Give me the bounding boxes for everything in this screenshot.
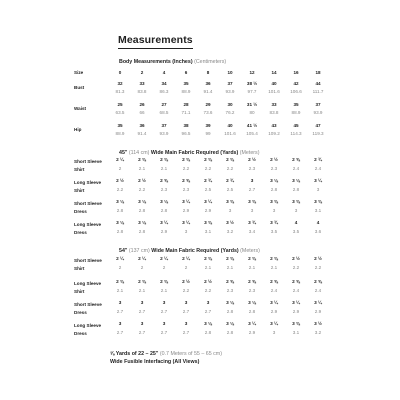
garment-label: Short Sleeve — [74, 258, 102, 263]
inches-cell: 44 — [315, 81, 321, 86]
garment-label: Short Sleeve — [74, 159, 102, 164]
yards-cell: 3 ¼ — [204, 199, 212, 204]
meters-cell: 2.9 — [182, 208, 190, 213]
inches-cell: 40 — [271, 81, 277, 86]
meters-cell: 2.4 — [314, 166, 322, 171]
meters-cell: 3.6 — [314, 229, 322, 234]
yards-cell: 3 ⅜ — [248, 199, 256, 204]
yards-cell: 3 — [140, 300, 144, 305]
yards-cell: 3 ⅛ — [270, 178, 278, 183]
yards-cell: 3 ⅛ — [248, 300, 256, 305]
yards-cell: 3 ⅛ — [226, 321, 234, 326]
size-cell: 4 — [162, 70, 166, 75]
cm-cell: 105.4 — [246, 131, 258, 136]
yards-cell: 3 ¼ — [270, 300, 278, 305]
yards-cell: 3 ¼ — [270, 321, 278, 326]
garment-label: Long Sleeve — [74, 180, 102, 185]
garment-label: Long Sleeve — [74, 323, 102, 328]
cm-cell: 109.2 — [268, 131, 280, 136]
inches-cell: 35 — [183, 81, 189, 86]
meters-cell: 2.9 — [314, 309, 322, 314]
meters-cell: 2.1 — [248, 265, 256, 270]
inches-cell: 36 — [139, 123, 145, 128]
fabric-54-width: 54" — [119, 248, 128, 254]
meters-cell: 2.7 — [204, 309, 212, 314]
yards-cell: 2 ⅜ — [248, 256, 256, 261]
garment-type-label: Shirt — [74, 266, 85, 271]
meters-cell: 2.1 — [138, 166, 146, 171]
inches-cell: 37 — [315, 102, 321, 107]
yards-cell: 3 — [162, 321, 166, 326]
meters-cell: 2.1 — [226, 265, 234, 270]
cm-cell: 97.7 — [247, 89, 257, 94]
yards-cell: 2 ⅝ — [314, 279, 322, 284]
inches-cell: 41 ½ — [246, 123, 258, 128]
meters-cell: 3 — [250, 208, 254, 213]
meters-cell: 2.2 — [116, 187, 124, 192]
garment-type-label: Shirt — [74, 289, 85, 294]
meters-cell: 3.2 — [226, 229, 234, 234]
inches-cell: 38 — [183, 123, 189, 128]
yards-cell: 2 ¾ — [226, 178, 234, 183]
meters-cell: 2.9 — [292, 309, 300, 314]
inches-cell: 42 — [293, 81, 299, 86]
meters-cell: 2.1 — [160, 166, 168, 171]
cm-cell: 68.5 — [159, 110, 169, 115]
fabric-45-unit: (Meters) — [239, 150, 260, 156]
cm-cell: 83.8 — [137, 89, 147, 94]
fabric-54-width-cm: (137 cm) — [128, 248, 150, 254]
yards-cell: 4 — [316, 220, 320, 225]
yards-cell: 3 ⅛ — [138, 199, 146, 204]
meters-cell: 2.8 — [160, 208, 168, 213]
cm-cell: 73.6 — [203, 110, 213, 115]
yards-cell: 2 ⅝ — [248, 279, 256, 284]
yards-cell: 2 ½ — [204, 279, 212, 284]
meters-cell: 2.8 — [292, 187, 300, 192]
garment-label: Short Sleeve — [74, 302, 102, 307]
inches-cell: 34 — [161, 81, 167, 86]
meters-cell: 2.9 — [204, 208, 212, 213]
cm-cell: 63.5 — [115, 110, 125, 115]
yards-cell: 2 ⅜ — [138, 279, 146, 284]
yards-cell: 2 ½ — [314, 256, 322, 261]
garment-type-label: Dress — [74, 209, 87, 214]
meters-cell: 2.1 — [160, 288, 168, 293]
yards-cell: 2 ⅜ — [160, 279, 168, 284]
yards-cell: 3 ⅜ — [226, 199, 234, 204]
yards-cell: 2 ⅝ — [292, 157, 300, 162]
meters-cell: 2.8 — [204, 330, 212, 335]
yards-cell: 2 ½ — [248, 157, 256, 162]
garment-type-label: Shirt — [74, 188, 85, 193]
inches-cell: 38 ½ — [246, 81, 258, 86]
yards-cell: 2 ¾ — [314, 157, 322, 162]
yards-cell: 2 ½ — [292, 256, 300, 261]
fabric-45-heading — [119, 150, 259, 156]
yards-cell: 2 ¼ — [116, 157, 124, 162]
meters-cell: 2.8 — [248, 309, 256, 314]
yards-cell: 3 — [140, 321, 144, 326]
meters-cell: 2.2 — [204, 288, 212, 293]
meters-cell: 2.7 — [138, 330, 146, 335]
yards-cell: 4 — [294, 220, 298, 225]
meters-cell: 2.8 — [116, 208, 124, 213]
yards-cell: 2 ½ — [116, 178, 124, 183]
meters-cell: 2.7 — [182, 330, 190, 335]
inches-cell: 26 — [139, 102, 145, 107]
inches-cell: 40 — [227, 123, 233, 128]
meters-cell: 3.1 — [314, 208, 322, 213]
size-cell: 6 — [184, 70, 188, 75]
garment-type-label: Dress — [74, 331, 87, 336]
meters-cell: 2.3 — [226, 288, 234, 293]
cm-cell: 91.4 — [203, 89, 213, 94]
yards-cell: 3 ¼ — [292, 300, 300, 305]
inches-cell: 37 — [227, 81, 233, 86]
meters-cell: 2.2 — [204, 166, 212, 171]
body-heading-bold: Body Measurements (Inches) — [119, 59, 193, 65]
measurement-row-label: Bust — [74, 85, 85, 90]
garment-type-label: Dress — [74, 310, 87, 315]
cm-cell: 99 — [205, 131, 211, 136]
yards-cell: 3 ⅛ — [138, 220, 146, 225]
garment-label: Short Sleeve — [74, 201, 102, 206]
yards-cell: 3 ¾ — [270, 220, 278, 225]
meters-cell: 2.1 — [270, 265, 278, 270]
yards-cell: 2 ¼ — [160, 256, 168, 261]
cm-cell: 83.8 — [269, 110, 279, 115]
meters-cell: 2.5 — [226, 187, 234, 192]
yards-cell: 3 ⅛ — [116, 199, 124, 204]
cm-cell: 88.9 — [291, 110, 301, 115]
fabric-45-width: 45" — [119, 150, 128, 156]
size-cell: 12 — [249, 70, 255, 75]
cm-cell: 93.9 — [159, 131, 169, 136]
meters-cell: 2.2 — [292, 265, 300, 270]
meters-cell: 2 — [184, 265, 188, 270]
inches-cell: 30 — [227, 102, 233, 107]
garment-type-label: Dress — [74, 230, 87, 235]
size-cell: 14 — [271, 70, 277, 75]
meters-cell: 2.7 — [116, 309, 124, 314]
yards-cell: 3 — [118, 300, 122, 305]
cm-cell: 111.7 — [312, 89, 324, 94]
yards-cell: 2 ½ — [182, 279, 190, 284]
meters-cell: 2.8 — [138, 208, 146, 213]
meters-cell: 2.1 — [116, 288, 124, 293]
yards-cell: 2 ½ — [138, 178, 146, 183]
yards-cell: 2 ⅝ — [270, 279, 278, 284]
yards-cell: 3 ⅜ — [270, 199, 278, 204]
interfacing-line-2: Wide Fusible Interfacing (All Views) — [110, 359, 200, 365]
cm-cell: 101.6 — [268, 89, 280, 94]
cm-cell: 66 — [139, 110, 145, 115]
cm-cell: 91.4 — [137, 131, 147, 136]
yards-cell: 3 ⅜ — [204, 220, 212, 225]
yards-cell: 2 ¼ — [182, 256, 190, 261]
meters-cell: 3 — [272, 208, 276, 213]
inches-cell: 28 — [183, 102, 189, 107]
fabric-54-title: Wide Main Fabric Required (Yards) — [151, 248, 239, 254]
interfacing-line-1 — [110, 351, 222, 357]
yards-cell: 2 ⅜ — [204, 157, 212, 162]
yards-cell: 3 — [250, 178, 254, 183]
yards-cell: 2 ⅝ — [160, 178, 168, 183]
inches-cell: 25 — [117, 102, 123, 107]
yards-cell: 3 ½ — [226, 220, 234, 225]
cm-cell: 71.1 — [181, 110, 191, 115]
meters-cell: 2 — [162, 265, 166, 270]
inches-cell: 27 — [161, 102, 167, 107]
yards-cell: 2 ⅝ — [182, 178, 190, 183]
inches-cell: 35 — [293, 102, 299, 107]
cm-cell: 106.6 — [290, 89, 302, 94]
meters-cell: 3 — [294, 208, 298, 213]
cm-cell: 114.3 — [290, 131, 302, 136]
inches-cell: 45 — [293, 123, 299, 128]
meters-cell: 2.7 — [160, 330, 168, 335]
yards-cell: 2 ¼ — [138, 256, 146, 261]
meters-cell: 3 — [272, 330, 276, 335]
inches-cell: 33 — [271, 102, 277, 107]
inches-cell: 47 — [315, 123, 321, 128]
meters-cell: 2.8 — [226, 330, 234, 335]
meters-cell: 2.3 — [248, 166, 256, 171]
meters-cell: 2.8 — [138, 229, 146, 234]
meters-cell: 2.2 — [226, 166, 234, 171]
meters-cell: 2.7 — [138, 309, 146, 314]
yards-cell: 3 ¼ — [314, 300, 322, 305]
cm-cell: 88.9 — [115, 131, 125, 136]
garment-label: Long Sleeve — [74, 281, 102, 286]
inches-cell: 37 — [161, 123, 167, 128]
fabric-54-unit: (Meters) — [240, 248, 260, 254]
inches-cell: 43 — [271, 123, 277, 128]
yards-cell: 2 ½ — [270, 157, 278, 162]
meters-cell: 3.5 — [292, 229, 300, 234]
meters-cell: 2 — [118, 166, 122, 171]
meters-cell: 2.3 — [270, 166, 278, 171]
inches-cell: 33 — [139, 81, 145, 86]
page-title: Measurements — [118, 34, 193, 49]
yards-cell: 3 — [184, 321, 188, 326]
yards-cell: 2 ⅜ — [138, 157, 146, 162]
cm-cell: 93.9 — [225, 89, 235, 94]
cm-cell: 101.6 — [224, 131, 236, 136]
garment-type-label: Shirt — [74, 167, 85, 172]
meters-cell: 2.7 — [248, 187, 256, 192]
meters-cell: 2.2 — [314, 265, 322, 270]
inches-cell: 36 — [205, 81, 211, 86]
meters-cell: 2.3 — [248, 288, 256, 293]
meters-cell: 3 — [316, 187, 320, 192]
yards-cell: 3 ⅛ — [204, 321, 212, 326]
cm-cell: 88.9 — [181, 89, 191, 94]
yards-cell: 3 — [206, 300, 210, 305]
inches-cell: 29 — [205, 102, 211, 107]
yards-cell: 3 ⅛ — [160, 199, 168, 204]
inches-cell: 35 — [117, 123, 123, 128]
meters-cell: 2.9 — [160, 229, 168, 234]
meters-cell: 2.7 — [160, 309, 168, 314]
yards-cell: 2 ¼ — [116, 256, 124, 261]
yards-cell: 3 ⅜ — [292, 199, 300, 204]
meters-cell: 2.4 — [292, 166, 300, 171]
size-cell: 2 — [140, 70, 144, 75]
meters-cell: 3.5 — [270, 229, 278, 234]
yards-cell: 3 — [162, 300, 166, 305]
yards-cell: 2 ⅜ — [270, 256, 278, 261]
meters-cell: 2.3 — [160, 187, 168, 192]
interfacing-meters: (0.7 Meters of 55 – 65 cm) — [159, 351, 222, 357]
yards-cell: 3 ¼ — [248, 321, 256, 326]
meters-cell: 3 — [184, 229, 188, 234]
meters-cell: 2.4 — [314, 288, 322, 293]
yards-cell: 3 ¼ — [182, 199, 190, 204]
cm-cell: 80 — [249, 110, 255, 115]
yards-cell: 3 ⅜ — [314, 199, 322, 204]
meters-cell: 2 — [140, 265, 144, 270]
meters-cell: 2.8 — [226, 309, 234, 314]
size-cell: 0 — [118, 70, 122, 75]
meters-cell: 2.2 — [182, 166, 190, 171]
meters-cell: 2.9 — [248, 330, 256, 335]
meters-cell: 2.3 — [182, 187, 190, 192]
meters-cell: 2.8 — [116, 229, 124, 234]
yards-cell: 2 ⅜ — [226, 256, 234, 261]
cm-cell: 86.3 — [159, 89, 169, 94]
body-heading-sub: (Centimeters) — [194, 59, 227, 65]
yards-cell: 3 ⅛ — [226, 300, 234, 305]
meters-cell: 2.4 — [270, 288, 278, 293]
garment-label: Long Sleeve — [74, 222, 102, 227]
cm-cell: 119.3 — [312, 131, 324, 136]
size-row-label: Size — [74, 70, 84, 75]
meters-cell: 2.2 — [138, 187, 146, 192]
cm-cell: 76.2 — [225, 110, 235, 115]
measurement-row-label: Waist — [74, 106, 87, 111]
yards-cell: 3 ¾ — [248, 220, 256, 225]
yards-cell: 3 — [184, 300, 188, 305]
size-cell: 8 — [206, 70, 210, 75]
yards-cell: 2 ⅜ — [116, 279, 124, 284]
meters-cell: 3 — [228, 208, 232, 213]
meters-cell: 2 — [118, 265, 122, 270]
yards-cell: 2 ⅜ — [204, 256, 212, 261]
yards-cell: 3 ½ — [314, 321, 322, 326]
meters-cell: 3.1 — [292, 330, 300, 335]
cm-cell: 81.3 — [115, 89, 125, 94]
meters-cell: 3.2 — [314, 330, 322, 335]
yards-cell: 2 ⅜ — [226, 157, 234, 162]
yards-cell: 3 ⅛ — [292, 178, 300, 183]
meters-cell: 2.7 — [182, 309, 190, 314]
fabric-45-width-cm: (114 cm) — [128, 150, 150, 156]
meters-cell: 2.7 — [116, 330, 124, 335]
size-cell: 16 — [293, 70, 299, 75]
size-cell: 18 — [315, 70, 321, 75]
fabric-54-heading — [119, 248, 260, 254]
yards-cell: 2 ⅝ — [226, 279, 234, 284]
meters-cell: 2.8 — [270, 187, 278, 192]
body-measurements-heading — [119, 59, 226, 65]
yards-cell: 3 ⅛ — [116, 220, 124, 225]
yards-cell: 2 ⅜ — [160, 157, 168, 162]
fabric-45-title: Wide Main Fabric Required (Yards) — [150, 150, 239, 156]
yards-cell: 3 ⅜ — [292, 321, 300, 326]
meters-cell: 2.2 — [182, 288, 190, 293]
meters-cell: 2.1 — [138, 288, 146, 293]
inches-cell: 39 — [205, 123, 211, 128]
yards-cell: 3 — [118, 321, 122, 326]
meters-cell: 2.5 — [204, 187, 212, 192]
measurement-row-label: Hip — [74, 127, 82, 132]
meters-cell: 2.4 — [292, 288, 300, 293]
meters-cell: 3.4 — [248, 229, 256, 234]
interfacing-yards: ⅝ Yards of 22 – 25" — [110, 351, 159, 357]
yards-cell: 2 ¾ — [204, 178, 212, 183]
inches-cell: 31 ½ — [246, 102, 258, 107]
cm-cell: 93.9 — [313, 110, 323, 115]
cm-cell: 96.5 — [181, 131, 191, 136]
meters-cell: 2.9 — [270, 309, 278, 314]
yards-cell: 2 ⅝ — [292, 279, 300, 284]
yards-cell: 3 ¼ — [160, 220, 168, 225]
inches-cell: 32 — [117, 81, 123, 86]
meters-cell: 2.1 — [204, 265, 212, 270]
yards-cell: 3 ¼ — [314, 178, 322, 183]
size-cell: 10 — [227, 70, 233, 75]
yards-cell: 3 ¼ — [182, 220, 190, 225]
meters-cell: 3.1 — [204, 229, 212, 234]
yards-cell: 2 ⅜ — [182, 157, 190, 162]
